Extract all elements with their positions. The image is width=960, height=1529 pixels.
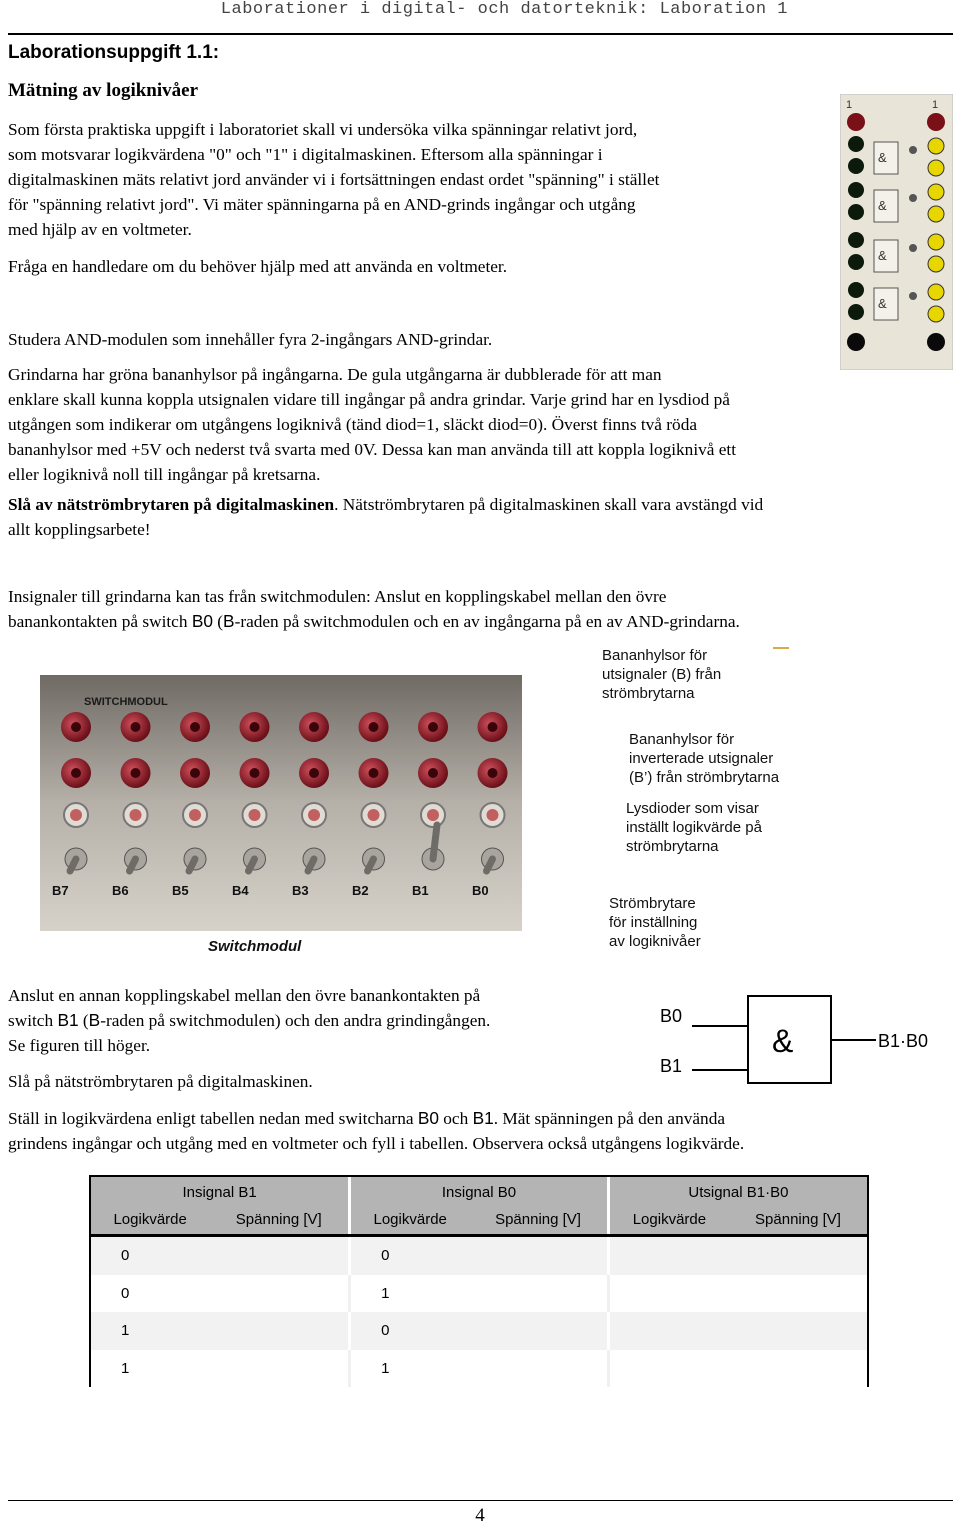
result-table-frame [89, 1175, 869, 1387]
green-socket [848, 232, 864, 248]
table-cell[interactable] [469, 1236, 608, 1275]
connect-paragraph [8, 983, 628, 1058]
table-group-header: Utsignal B1·B0 [688, 1183, 789, 1201]
switch-module-photo [40, 675, 522, 931]
and-gate-drawing [650, 990, 950, 1090]
led [909, 244, 917, 252]
annotation-leds [626, 799, 762, 856]
page-number: 4 [475, 1505, 485, 1526]
table-col-header: Logikvärde [350, 1204, 470, 1236]
green-socket [848, 204, 864, 220]
switch-label-b7: B7 [52, 883, 69, 898]
socket-hole [309, 722, 319, 732]
module-panel [840, 94, 953, 370]
table-cell: 0 [121, 1284, 130, 1302]
warning-bold: Slå av nätströmbrytaren på digitalmaskinen [8, 495, 335, 514]
intro-line: som motsvarar logikvärdena "0" och "1" i digitalmaskinen. Eftersom alla spänningar i [8, 145, 603, 164]
input-label-b0: B0 [660, 1006, 683, 1026]
table-cell[interactable] [469, 1312, 608, 1350]
module-label: SWITCHMODUL [84, 696, 168, 708]
table-cell[interactable] [729, 1350, 867, 1388]
section-title: Laborationsuppgift 1.1: [8, 42, 220, 63]
switch-label-b5: B5 [172, 883, 189, 898]
connect-text: -raden på switchmodulen) och den andra grindingången. [100, 1011, 491, 1030]
socket-hole [71, 768, 81, 778]
socket-hole [250, 768, 260, 778]
table-group-header: Insignal B1 [91, 1177, 350, 1204]
table-cell[interactable] [608, 1312, 729, 1350]
annotation-line: inställt logikvärde på [626, 819, 762, 836]
socket-hole [131, 722, 141, 732]
led [909, 194, 917, 202]
switch-label-b0: B0 [472, 883, 489, 898]
socket-hole [428, 722, 438, 732]
table-row [91, 1236, 867, 1275]
running-header-text: Laborationer i digital- och datorteknik: Laboration 1 [220, 0, 788, 19]
connect-text: ( [78, 1011, 89, 1030]
switch-name: B0 [191, 611, 213, 631]
switch-label-b6: B6 [112, 883, 129, 898]
help-text: Fråga en handledare om du behöver hjälp med att använda en voltmeter. [8, 257, 508, 276]
section-subtitle: Mätning av logiknivåer [8, 80, 199, 101]
table-col-header: Logikvärde [91, 1204, 209, 1236]
yellow-socket [928, 138, 944, 154]
running-header [0, 0, 960, 22]
red-socket [847, 113, 865, 131]
socket-hole [71, 722, 81, 732]
switch-label-b4: B4 [232, 883, 249, 898]
toggle-switch[interactable] [433, 825, 437, 859]
and-module-image [840, 94, 953, 370]
green-socket [848, 304, 864, 320]
switch-name: B0 [417, 1108, 439, 1128]
annotation-line: inverterade utsignaler [629, 750, 774, 767]
yellow-socket [928, 234, 944, 250]
table-cell: 0 [381, 1322, 390, 1340]
table-cell[interactable] [209, 1236, 349, 1275]
table-cell: 0 [121, 1247, 130, 1265]
table-cell[interactable] [608, 1350, 729, 1388]
table-col-header: Spänning [V] [209, 1204, 349, 1236]
inputs-paragraph [8, 584, 956, 634]
inputs-line1: Insignaler till grindarna kan tas från switchmodulen: Anslut en kopplingskabel mellan den övre [8, 587, 667, 606]
footer-rule [8, 1500, 953, 1501]
switch-module-caption: Switchmodul [208, 938, 302, 955]
led-lens [308, 809, 320, 821]
green-socket [848, 182, 864, 198]
socket-hole [190, 722, 200, 732]
set-values-line2: grindens ingångar och utgång med en voltmeter och fyll i tabellen. Observera också utgångens logikvärde. [8, 1134, 745, 1153]
intro-line: Som första praktiska uppgift i laboratoriet skall vi undersöka vilka spänningar relativt jord, [8, 120, 638, 139]
table-cell: 1 [381, 1284, 390, 1302]
output-label: B1·B0 [878, 1031, 929, 1051]
input-label-b1: B1 [660, 1056, 683, 1076]
intro-line: digitalmaskinen mäts relativt jord använder vi i fortsättningen endast ordet "spänning" i stället [8, 170, 660, 189]
yellow-socket [928, 256, 944, 272]
gate-symbol: & [878, 150, 887, 165]
socket-hole [309, 768, 319, 778]
green-socket [848, 254, 864, 270]
yellow-socket [928, 284, 944, 300]
green-socket [848, 158, 864, 174]
socket-hole [131, 768, 141, 778]
table-cell: 0 [381, 1247, 390, 1265]
table-row [91, 1312, 867, 1350]
table-cell[interactable] [608, 1275, 729, 1313]
and-symbol: & [772, 1023, 794, 1059]
module-line: bananhylsor med +5V och nederst två svarta med 0V. Dessa kan man använda till att koppla logiknivå ett [8, 440, 737, 459]
inputs-text: -raden på switchmodulen och en av ingångarna på en av AND-grindarna. [234, 612, 740, 631]
intro-paragraph [8, 117, 828, 242]
result-table [91, 1177, 867, 1387]
table-cell[interactable] [729, 1275, 867, 1313]
switch-name: B1 [57, 1010, 79, 1030]
row-name: B [88, 1010, 101, 1030]
module-top-label-left: 1 [846, 99, 853, 111]
yellow-socket [928, 160, 944, 176]
table-cell: 1 [381, 1359, 390, 1377]
set-values-text: och [438, 1109, 473, 1128]
row-name: B [223, 611, 235, 631]
red-socket [927, 113, 945, 131]
table-row [91, 1275, 867, 1313]
led-lens [487, 809, 499, 821]
yellow-socket [928, 184, 944, 200]
socket-hole [488, 722, 498, 732]
led [909, 292, 917, 300]
annotation-line: Bananhylsor för [602, 647, 708, 664]
annotation-inverted-sockets [629, 730, 779, 787]
green-socket [848, 136, 864, 152]
table-col-header: Spänning [V] [469, 1204, 608, 1236]
table-cell[interactable] [469, 1350, 608, 1388]
annotation-line: (B’) från strömbrytarna [629, 769, 780, 786]
inputs-text: ( [212, 612, 224, 631]
green-socket [848, 282, 864, 298]
and-gate-figure [650, 990, 950, 1090]
socket-hole [428, 768, 438, 778]
module-top-label-right: 1 [932, 99, 939, 111]
set-values-text: . Mät spänningen på den använda [493, 1109, 726, 1128]
led-lens [368, 809, 380, 821]
black-socket [847, 333, 865, 351]
annotation-marker [773, 647, 789, 649]
annotation-line: strömbrytarna [626, 838, 719, 855]
table-cell[interactable] [608, 1236, 729, 1275]
connect-text: switch [8, 1011, 58, 1030]
module-paragraph [8, 362, 956, 487]
table-cell: 1 [121, 1322, 130, 1340]
study-text: Studera AND-modulen som innehåller fyra 2-ingångars AND-grindar. [8, 330, 493, 349]
socket-hole [250, 722, 260, 732]
table-cell[interactable] [209, 1350, 349, 1388]
switch-label-b1: B1 [412, 883, 429, 898]
table-cell[interactable] [729, 1236, 867, 1275]
and-module-drawing [840, 94, 953, 370]
module-line: enklare skall kunna koppla utsignalen vidare till ingångar på andra grindar. Varje grind har en lysdiod på [8, 390, 730, 409]
gate-symbol: & [878, 248, 887, 263]
annotation-line: av logiknivåer [609, 933, 701, 950]
socket-hole [488, 768, 498, 778]
module-line: eller logiknivå noll till ingångar på kretsarna. [8, 465, 321, 484]
led-lens [70, 809, 82, 821]
led-lens [189, 809, 201, 821]
annotation-line: Bananhylsor för [629, 731, 735, 748]
set-values-paragraph [8, 1106, 956, 1156]
annotation-line: strömbrytarna [602, 685, 695, 702]
table-cell: 1 [121, 1359, 130, 1377]
black-socket [927, 333, 945, 351]
annotation-switches [609, 894, 701, 951]
table-cell[interactable] [469, 1275, 608, 1313]
table-col-header: Logikvärde [608, 1204, 729, 1236]
switch-module-drawing [40, 675, 522, 931]
warning-line2: allt kopplingsarbete! [8, 520, 151, 539]
annotation-line: utsignaler (B) från [602, 666, 722, 683]
led [909, 146, 917, 154]
gate-symbol: & [878, 296, 887, 311]
annotation-line: Strömbrytare [609, 895, 696, 912]
annotation-output-sockets [602, 646, 721, 703]
led-lens [249, 809, 261, 821]
table-cell[interactable] [729, 1312, 867, 1350]
intro-line: för "spänning relativt jord". Vi mäter spänningarna på en AND-grinds ingångar och utgång [8, 195, 636, 214]
connect-line3: Se figuren till höger. [8, 1036, 151, 1055]
set-values-text: Ställ in logikvärdena enligt tabellen nedan med switcharna [8, 1109, 418, 1128]
socket-hole [190, 768, 200, 778]
warning-rest: . Nätströmbrytaren på digitalmaskinen skall vara avstängd vid [334, 495, 764, 514]
socket-hole [369, 722, 379, 732]
table-group-header: Insignal B0 [350, 1177, 609, 1204]
switch-name: B1 [472, 1108, 494, 1128]
annotation-line: Lysdioder som visar [626, 800, 759, 817]
header-rule [8, 33, 953, 35]
table-col-header: Spänning [V] [729, 1204, 867, 1236]
yellow-socket [928, 306, 944, 322]
module-line: utgången som indikerar om utgångens logiknivå (tänd diod=1, släckt diod=0). Överst finns två röda [8, 415, 698, 434]
connect-line1: Anslut en annan kopplingskabel mellan den övre banankontakten på [8, 986, 481, 1005]
led-lens [130, 809, 142, 821]
switch-label-b3: B3 [292, 883, 309, 898]
socket-hole [369, 768, 379, 778]
module-line: Grindarna har gröna bananhylsor på ingångarna. De gula utgångarna är dubblerade för att man [8, 365, 662, 384]
warning-paragraph [8, 492, 956, 542]
gate-symbol: & [878, 198, 887, 213]
annotation-line: för inställning [609, 914, 698, 931]
led-lens [427, 809, 439, 821]
power-on-text: Slå på nätströmbrytaren på digitalmaskinen. [8, 1072, 313, 1091]
table-cell[interactable] [209, 1312, 349, 1350]
intro-line: med hjälp av en voltmeter. [8, 220, 192, 239]
yellow-socket [928, 206, 944, 222]
switch-label-b2: B2 [352, 883, 369, 898]
table-row [91, 1350, 867, 1388]
table-cell[interactable] [209, 1275, 349, 1313]
inputs-text: banankontakten på switch [8, 612, 192, 631]
